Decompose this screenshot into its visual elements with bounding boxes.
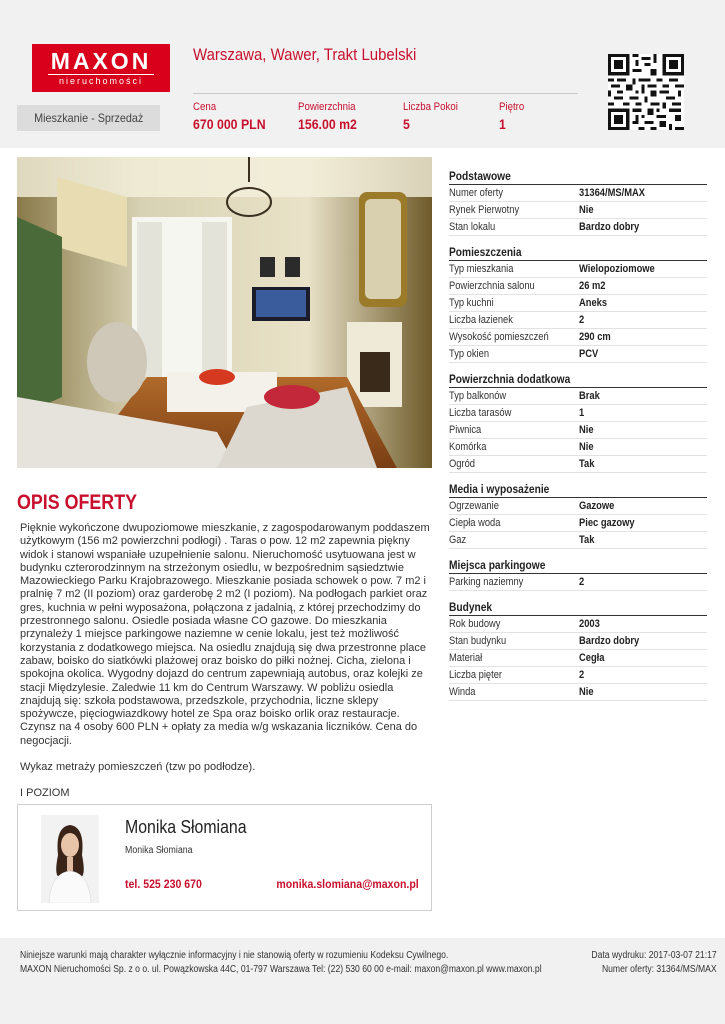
- spec-value: 26 m2: [579, 280, 606, 292]
- spec-key: Liczba tarasów: [449, 407, 512, 419]
- summary-label: Powierzchnia: [298, 101, 356, 113]
- spec-key: Materiał: [449, 652, 483, 664]
- spec-row: [449, 498, 707, 515]
- spec-row: [449, 456, 707, 473]
- footer-print-date: Data wydruku: 2017-03-07 21:17: [591, 950, 717, 961]
- summary-label: Liczba Pokoi: [403, 101, 458, 113]
- summary-value: 1: [499, 116, 506, 132]
- spec-value: Cegła: [579, 652, 605, 664]
- spec-row: [449, 312, 707, 329]
- specs-panel: [449, 168, 707, 701]
- spec-row: [449, 515, 707, 532]
- description-paragraph: Pięknie wykończone dwupoziomowe mieszkanie, z zagospodarowanym poddaszem użytkowym (156 m2 powierzchni podłogi) . Taras o pow. 12 m2 zapewnia piękny widok i stanowi wspaniałe uzupełnienie salonu. Nieruchomość usytuowana jest w budynku czterorodzinnym na strzeżonym osiedlu, w bezpośrednim sąsiedztwie Mazowieckiego Parku Krajobrazowego. Mieszkanie posiada schowek o pow. 7 m2 i pralnię 7 m2 (II poziom) oraz garderobę 2 m2 (I poziom). Na podłogach parkiet oraz gres, kuchnia w pełni wyposażona, połączona z jadalnią, z której przechodzimy do przestronnego salonu. Osiedle posiada własne CO gazowe. Do mieszkania przynależy 1 miejsce parkingowe naziemne w cenie lokalu, jest też możliwość korzystania z dodatkowego miejsca. Na osiedlu znajdują się dwa przestronne place zabaw, boisko do siatkówki plażowej oraz boisko do piłki nożnej. Cicha, zielona i spokojna okolica. Wygodny dojazd do centrum zapewniają autobus, oraz kolejki ze stacji Międzylesie. Zaledwie 11 km do Centrum Warszawy. W pobliżu osiedla znajdują się: szkoła podstawowa, przedszkole, przychodnia, liczne sklepy spożywcze, pięciogwiazdkowy hotel ze Spa oraz boisko orlik oraz restauracje. Czynsz na 4 osoby 600 PLN + opłaty za media w/g wskazania liczników. Cena do negocjacji.: [20, 522, 430, 747]
- agent-email-link[interactable]: monika.slomiana@maxon.pl: [276, 877, 419, 891]
- spec-value: Brak: [579, 390, 600, 402]
- spec-value: Gazowe: [579, 500, 615, 512]
- property-photo[interactable]: [17, 157, 432, 468]
- spec-row: [449, 405, 707, 422]
- spec-value: 2003: [579, 618, 600, 630]
- spec-row: [449, 616, 707, 633]
- spec-key: Gaz: [449, 534, 467, 546]
- spec-key: Stan lokalu: [449, 221, 496, 233]
- spec-row: [449, 422, 707, 439]
- spec-key: Ciepła woda: [449, 517, 501, 529]
- summary-price: [193, 101, 276, 132]
- spec-value: Nie: [579, 441, 594, 453]
- spec-value: Nie: [579, 686, 594, 698]
- spec-row: [449, 439, 707, 456]
- header-divider: [193, 93, 578, 94]
- description-paragraph: I POZIOM: [20, 787, 70, 800]
- spec-value: Piec gazowy: [579, 517, 635, 529]
- spec-value: 1: [579, 407, 585, 419]
- spec-value: Nie: [579, 204, 594, 216]
- summary-value: 5: [403, 116, 410, 132]
- page-footer: [0, 938, 725, 1024]
- spec-row: [449, 684, 707, 701]
- spec-key: Piwnica: [449, 424, 482, 436]
- spec-row: [449, 633, 707, 650]
- agent-phone-link[interactable]: tel. 525 230 670: [125, 877, 202, 891]
- spec-value: Nie: [579, 424, 594, 436]
- spec-row: [449, 261, 707, 278]
- section-title-podstawowe: Podstawowe: [449, 168, 707, 185]
- summary-rooms: [403, 101, 465, 132]
- spec-row: [449, 650, 707, 667]
- spec-value: Aneks: [579, 297, 608, 309]
- spec-row: [449, 388, 707, 405]
- spec-row: [449, 329, 707, 346]
- page-header: [0, 0, 725, 148]
- spec-value: 2: [579, 576, 585, 588]
- spec-row: [449, 532, 707, 549]
- section-title-pomieszczenia: Pomieszczenia: [449, 244, 707, 261]
- spec-key: Parking naziemny: [449, 576, 524, 588]
- footer-disclaimer: Niniejsze warunki mają charakter wyłącznie informacyjny i nie stanowią oferty w rozumieniu Kodeksu Cywilnego.: [20, 950, 449, 961]
- spec-key: Typ okien: [449, 348, 490, 360]
- spec-key: Ogród: [449, 458, 475, 470]
- spec-value: 31364/MS/MAX: [579, 187, 646, 199]
- spec-key: Winda: [449, 686, 476, 698]
- offer-type-badge: Mieszkanie - Sprzedaż: [17, 105, 160, 131]
- description-title: OPIS OFERTY: [17, 491, 138, 514]
- spec-value: 2: [579, 314, 585, 326]
- spec-value: 2: [579, 669, 585, 681]
- spec-key: Wysokość pomieszczeń: [449, 331, 549, 343]
- summary-area: [298, 101, 365, 132]
- agent-card: [17, 804, 432, 911]
- agent-name: Monika Słomiana: [125, 817, 247, 837]
- spec-key: Ogrzewanie: [449, 500, 499, 512]
- footer-left: [20, 949, 542, 977]
- spec-value: Tak: [579, 534, 595, 546]
- summary-label: Piętro: [499, 101, 525, 113]
- section-title-parking: Miejsca parkingowe: [449, 557, 707, 574]
- spec-value: Bardzo dobry: [579, 221, 640, 233]
- agent-avatar: [41, 815, 99, 903]
- spec-key: Rok budowy: [449, 618, 501, 630]
- spec-value: Bardzo dobry: [579, 635, 640, 647]
- summary-value: 156.00 m2: [298, 116, 357, 132]
- spec-value: 290 cm: [579, 331, 611, 343]
- spec-key: Typ balkonów: [449, 390, 507, 402]
- maxon-logo[interactable]: [32, 44, 170, 92]
- footer-right: [592, 949, 717, 977]
- logo-wordmark: MAXON: [50, 48, 152, 74]
- spec-value: Tak: [579, 458, 595, 470]
- section-title-powierzchnia-dodatkowa: Powierzchnia dodatkowa: [449, 371, 707, 388]
- offer-location: Warszawa, Wawer, Trakt Lubelski: [193, 45, 417, 64]
- qr-code-icon[interactable]: [608, 54, 684, 130]
- spec-key: Komórka: [449, 441, 487, 453]
- spec-key: Liczba łazienek: [449, 314, 513, 326]
- spec-row: [449, 574, 707, 591]
- spec-row: [449, 202, 707, 219]
- spec-value: Wielopoziomowe: [579, 263, 655, 275]
- spec-key: Rynek Pierwotny: [449, 204, 520, 216]
- spec-key: Stan budynku: [449, 635, 507, 647]
- spec-row: [449, 219, 707, 236]
- spec-row: [449, 346, 707, 363]
- spec-row: [449, 185, 707, 202]
- footer-company-info: MAXON Nieruchomości Sp. z o o. ul. Powązkowska 44C, 01-797 Warszawa Tel: (22) 530 60 00 e-mail: maxon@maxon.pl www.maxon.pl: [20, 964, 542, 975]
- description-body: [20, 522, 432, 814]
- footer-offer-number: Numer oferty: 31364/MS/MAX: [602, 964, 717, 975]
- summary-floor: [499, 101, 528, 132]
- spec-value: PCV: [579, 348, 599, 360]
- spec-key: Powierzchnia salonu: [449, 280, 535, 292]
- spec-row: [449, 667, 707, 684]
- spec-row: [449, 295, 707, 312]
- logo-tagline: nieruchomości: [48, 74, 154, 87]
- spec-key: Numer oferty: [449, 187, 504, 199]
- spec-key: Liczba pięter: [449, 669, 503, 681]
- spec-key: Typ kuchni: [449, 297, 494, 309]
- summary-label: Cena: [193, 101, 217, 113]
- spec-row: [449, 278, 707, 295]
- section-title-budynek: Budynek: [449, 599, 707, 616]
- description-paragraph: Wykaz metraży pomieszczeń (tzw po podłodze).: [20, 761, 256, 774]
- section-title-media: Media i wyposażenie: [449, 481, 707, 498]
- summary-value: 670 000 PLN: [193, 116, 266, 132]
- agent-subtitle: Monika Słomiana: [125, 845, 193, 856]
- spec-key: Typ mieszkania: [449, 263, 514, 275]
